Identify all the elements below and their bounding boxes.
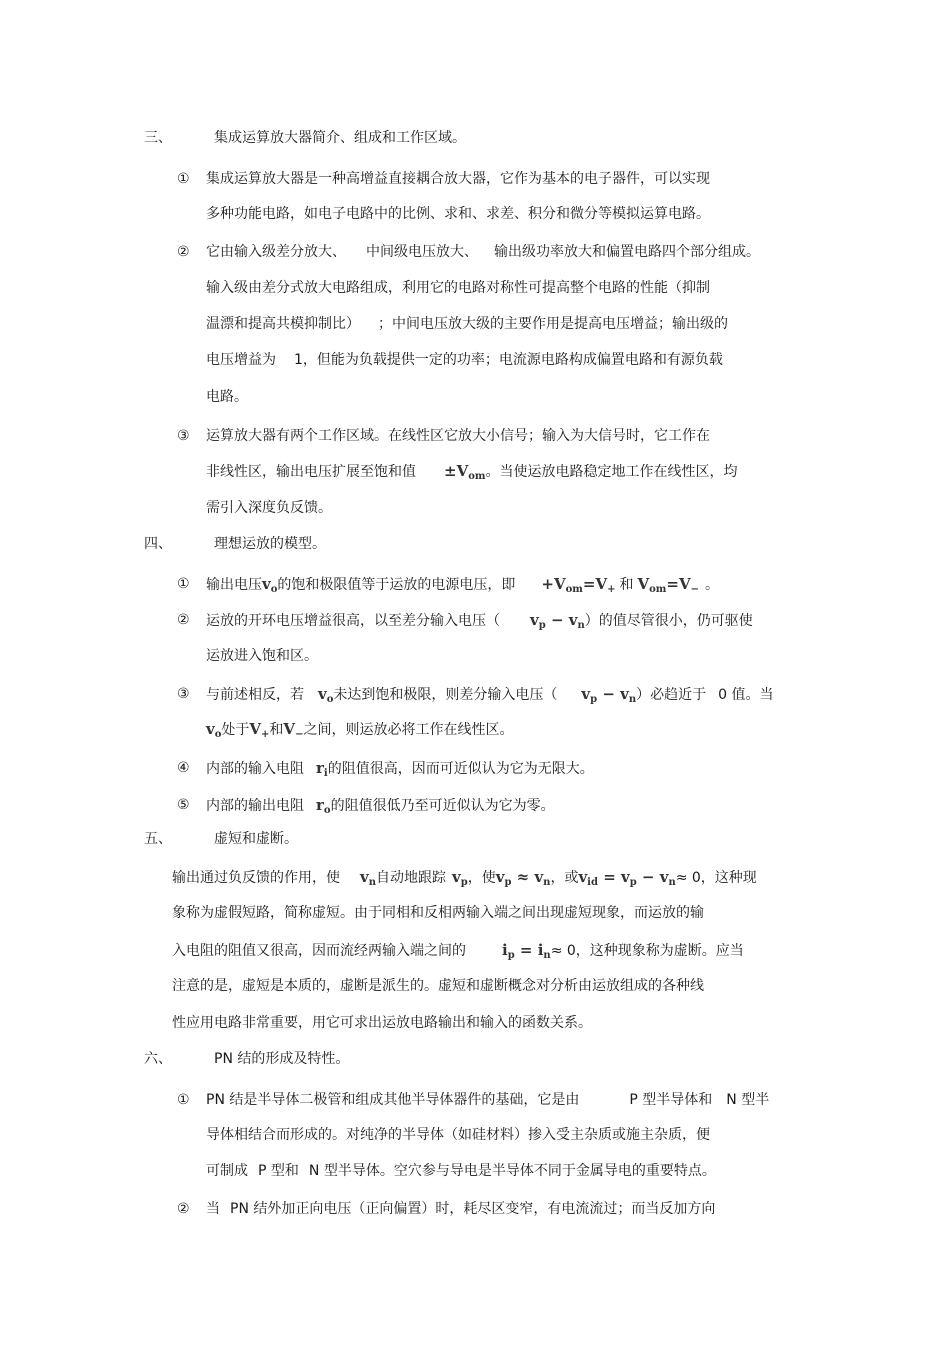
paragraph-line: 内部的输入电阻 $r_i$的阻值很高，因而可近似认为它为无限大。 bbox=[206, 759, 594, 779]
paragraph-line bbox=[206, 350, 723, 370]
section-heading-5 bbox=[144, 829, 298, 849]
item-marker: ② bbox=[177, 612, 190, 628]
section-title: 虚短和虚断。 bbox=[214, 831, 298, 847]
paragraph-line: 入电阻的阻值又很高，因而流经两输入端之间的 $i_p = i_n\approx 0$，这种现象称为虚断。应当 bbox=[172, 941, 744, 961]
math-symbol: $\pm V_{om}$ bbox=[444, 462, 486, 482]
text-span: 它由输入级差分放大、 bbox=[206, 244, 346, 260]
section-heading-3 bbox=[144, 128, 466, 148]
item-marker: ③ bbox=[177, 686, 190, 702]
section-number: 三、 bbox=[144, 130, 172, 146]
text-span: 1，但能为负载提供一定的功率；电流源电路构成偏置电路和有源负载 bbox=[294, 352, 723, 368]
paragraph-line bbox=[206, 461, 737, 484]
paragraph-line: 运放的开环电压增益很高，以至差分输入电压（ $v_p - v_n$）的值尽管很小，仍可驱使 bbox=[206, 611, 753, 631]
section-number: 六、 bbox=[144, 1051, 172, 1067]
item-marker: ④ bbox=[177, 760, 190, 776]
paragraph-line: 象称为虚假短路，简称虚短。由于同相和反相两输入端之间出现虚短现象，而运放的输 bbox=[172, 905, 704, 921]
paragraph-line: $v_o$处于$V_+$和$V_-$之间，则运放必将工作在线性区。 bbox=[206, 720, 514, 740]
paragraph-line: 集成运算放大器是一种高增益直接耦合放大器，它作为基本的电子器件，可以实现 bbox=[206, 171, 710, 187]
paragraph-line bbox=[206, 242, 760, 262]
text-span: 非线性区，输出电压扩展至饱和值 bbox=[206, 464, 416, 480]
paragraph-line: 运算放大器有两个工作区域。在线性区它放大小信号；输入为大信号时，它工作在 bbox=[206, 428, 710, 444]
section-number: 五、 bbox=[144, 831, 172, 847]
text-span: 电压增益为 bbox=[206, 352, 276, 368]
item-marker: ② bbox=[177, 244, 190, 260]
item-marker: ① bbox=[177, 576, 190, 592]
section-number: 四、 bbox=[144, 536, 172, 552]
paragraph-line: 当 PN 结外加正向电压（正向偏置）时，耗尽区变窄，有电流流过；而当反加方向 bbox=[206, 1201, 716, 1217]
paragraph-line: 性应用电路非常重要，用它可求出运放电路输出和输入的函数关系。 bbox=[172, 1015, 592, 1031]
paragraph-line: 需引入深度负反馈。 bbox=[206, 500, 332, 516]
paragraph-line: 多种功能电路，如电子电路中的比例、求和、求差、积分和微分等模拟运算电路。 bbox=[206, 206, 710, 222]
item-marker: ① bbox=[177, 171, 190, 187]
paragraph-line: 电路。 bbox=[206, 389, 248, 405]
section-title: 理想运放的模型。 bbox=[214, 536, 326, 552]
text-span: 中间级电压放大、 bbox=[366, 244, 478, 260]
paragraph-line bbox=[206, 314, 728, 334]
text-span: 温漂和提高共模抑制比） bbox=[206, 316, 360, 332]
item-marker: ② bbox=[177, 1201, 190, 1217]
section-heading-4 bbox=[144, 534, 326, 554]
paragraph-line: 可制成 P 型和 N 型半导体。空穴参与导电是半导体不同于金属导电的重要特点。 bbox=[206, 1163, 716, 1179]
paragraph-line: 注意的是，虚短是本质的，虚断是派生的。虚短和虚断概念对分析由运放组成的各种线 bbox=[172, 978, 704, 994]
section-title: PN 结的形成及特性。 bbox=[214, 1051, 350, 1067]
paragraph-line: 运放进入饱和区。 bbox=[206, 648, 318, 664]
paragraph-line: 与前述相反，若 $v_o$未达到饱和极限，则差分输入电压（ $v_p - v_n$）必趋近于 0 值。当 bbox=[206, 685, 774, 705]
paragraph-line: 输出通过负反馈的作用，使 $v_n$自动地跟踪 $v_p$，使$v_p \approx v_n$，或$v_{id} = v_p - v_n\approx 0$，这种现 bbox=[172, 868, 757, 888]
item-marker: ⑤ bbox=[177, 797, 190, 813]
item-marker: ③ bbox=[177, 428, 190, 444]
text-span: 输出级功率放大和偏置电路四个部分组成。 bbox=[494, 244, 760, 260]
paragraph-line: 输入级由差分式放大电路组成，利用它的电路对称性可提高整个电路的性能（抑制 bbox=[206, 280, 710, 296]
item-marker: ① bbox=[177, 1092, 190, 1108]
paragraph-line: 内部的输出电阻 $r_o$的阻值很低乃至可近似认为它为零。 bbox=[206, 796, 555, 816]
paragraph-line: PN 结是半导体二极管和组成其他半导体器件的基础，它是由 P 型半导体和 N 型半 bbox=[206, 1092, 770, 1108]
paragraph-line: 输出电压$v_o$的饱和极限值等于运放的电源电压，即 $+V_{om}=V_+$ 和 $V_{om}=V_-$ 。 bbox=[206, 575, 719, 595]
text-span: ；中间电压放大级的主要作用是提高电压增益；输出级的 bbox=[378, 316, 728, 332]
section-heading-6 bbox=[144, 1049, 349, 1069]
paragraph-line: 导体相结合而形成的。对纯净的半导体（如硅材料）掺入受主杂质或施主杂质，便 bbox=[206, 1127, 710, 1143]
section-title: 集成运算放大器简介、组成和工作区域。 bbox=[214, 130, 466, 146]
text-span: 。当使运放电路稳定地工作在线性区，均 bbox=[485, 464, 738, 480]
